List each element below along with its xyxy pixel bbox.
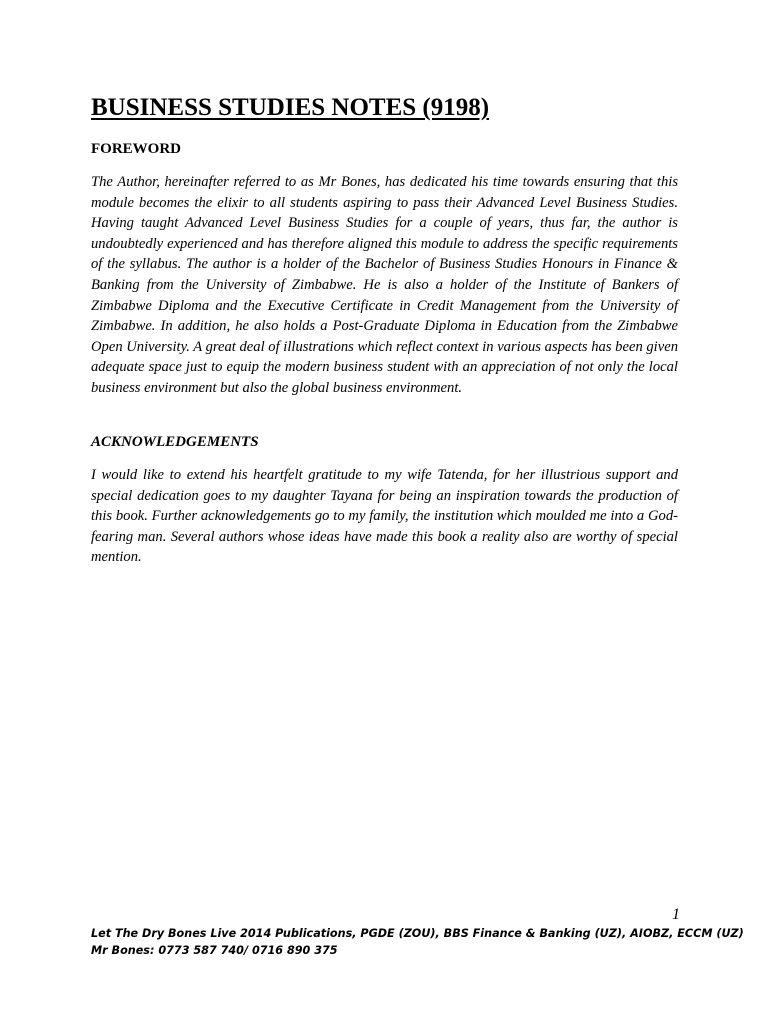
acknowledgements-paragraph: I would like to extend his heartfelt gratitude to my wife Tatenda, for her illustrious support and special dedication goes to my daughter Tayana for being an inspiration towards the production of this book. Further acknowledgements go to my family, the institution which moulded me into a God-fearing man. Several authors whose ideas have made this book a reality also are worthy of special mention.: [91, 467, 678, 566]
page-number: 1: [672, 906, 680, 923]
foreword-heading: FOREWORD: [91, 141, 181, 157]
foreword-paragraph: The Author, hereinafter referred to as Mr Bones, has dedicated his time towards ensuring that this module becomes the elixir to all students aspiring to pass their Advanced Level Business Studies. Having taught Advanced Level Business Studies for a couple of years, thus far, the author is undoubtedly experienced and has therefore aligned this module to address the specific requirements of the syllabus. The author is a holder of the Bachelor of Business Studies Honours in Finance & Banking from the University of Zimbabwe. He is also a holder of the Institute of Bankers of Zimbabwe Diploma and the Executive Certificate in Credit Management from the University of Zimbabwe. In addition, he also holds a Post-Graduate Diploma in Education from the Zimbabwe Open University. A great deal of illustrations which reflect context in various aspects has been given adequate space just to equip the modern business student with an appreciation of not only the local business environment but also the global business environment.: [91, 174, 678, 396]
footer-contact-line: Mr Bones: 0773 587 740/ 0716 890 375: [91, 944, 338, 957]
footer-publication-line: Let The Dry Bones Live 2014 Publications, PGDE (ZOU), BBS Finance & Banking (UZ), AIOBZ, ECCM (UZ): [91, 927, 744, 940]
acknowledgements-heading: ACKNOWLEDGEMENTS: [91, 434, 259, 450]
document-title: BUSINESS STUDIES NOTES (9198): [91, 94, 490, 121]
